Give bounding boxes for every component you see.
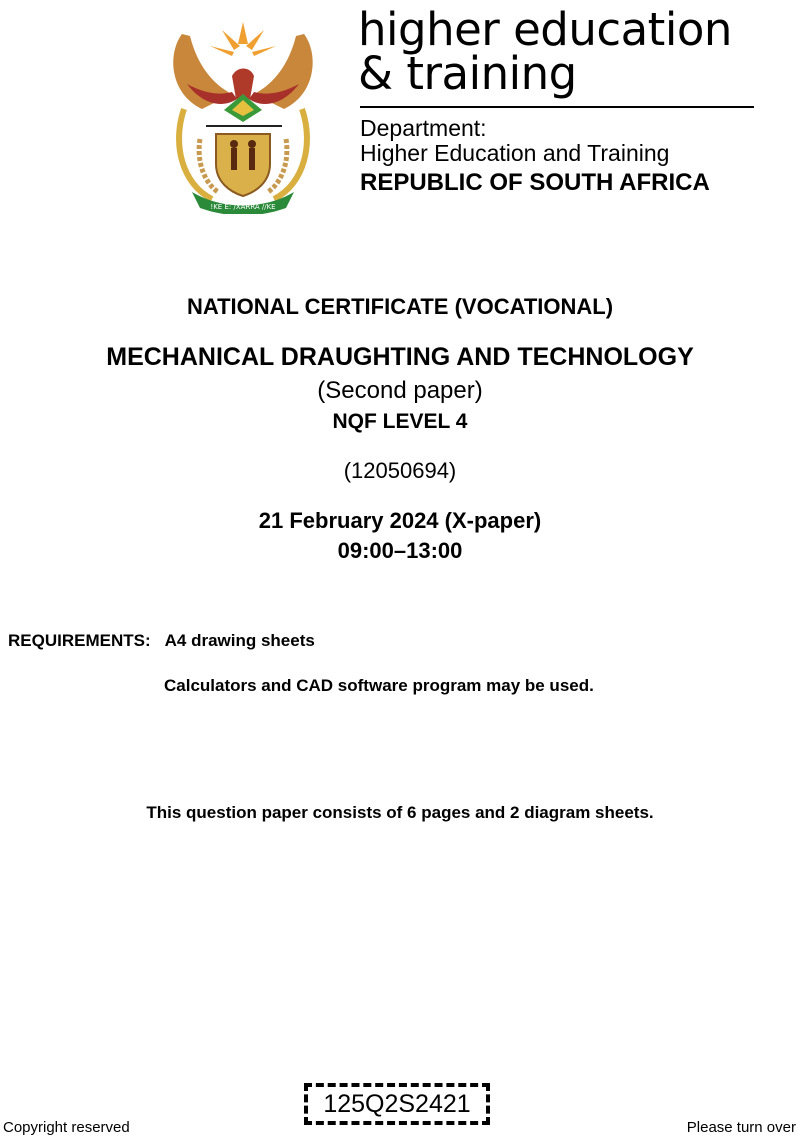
requirements-label: REQUIREMENTS: (8, 631, 151, 650)
country-name: REPUBLIC OF SOUTH AFRICA (360, 169, 710, 196)
exam-time: 09:00–13:00 (337, 538, 463, 563)
page-count-note: This question paper consists of 6 pages and 2 diagram sheets. (146, 803, 654, 822)
calculator-note: Calculators and CAD software program may be used. (164, 676, 594, 695)
svg-text:!KE E: /XARRA //KE: !KE E: /XARRA //KE (210, 203, 276, 211)
coat-of-arms-icon (162, 14, 324, 214)
requirements-value: A4 drawing sheets (164, 631, 315, 650)
brand-line-1: higher education (358, 3, 732, 56)
requirements (8, 631, 315, 651)
department-label: Department: (360, 115, 487, 141)
nqf-level: NQF LEVEL 4 (332, 410, 468, 433)
brand-line-2: & training (358, 47, 577, 100)
paper-code-box: 125Q2S2421 (304, 1083, 490, 1125)
subject-title: MECHANICAL DRAUGHTING AND TECHNOLOGY (106, 343, 694, 371)
header-divider (360, 106, 754, 108)
department-title: Higher Education and Training (360, 140, 670, 166)
exam-date: 21 February 2024 (X-paper) (258, 508, 542, 533)
copyright-notice: Copyright reserved (3, 1119, 130, 1136)
certificate-title: NATIONAL CERTIFICATE (VOCATIONAL) (186, 294, 614, 319)
department-name (360, 116, 669, 166)
subject-code: (12050694) (343, 458, 457, 483)
turn-over-notice: Please turn over (686, 1119, 796, 1136)
paper-number: (Second paper) (317, 377, 483, 404)
brand-wordmark (358, 3, 732, 100)
